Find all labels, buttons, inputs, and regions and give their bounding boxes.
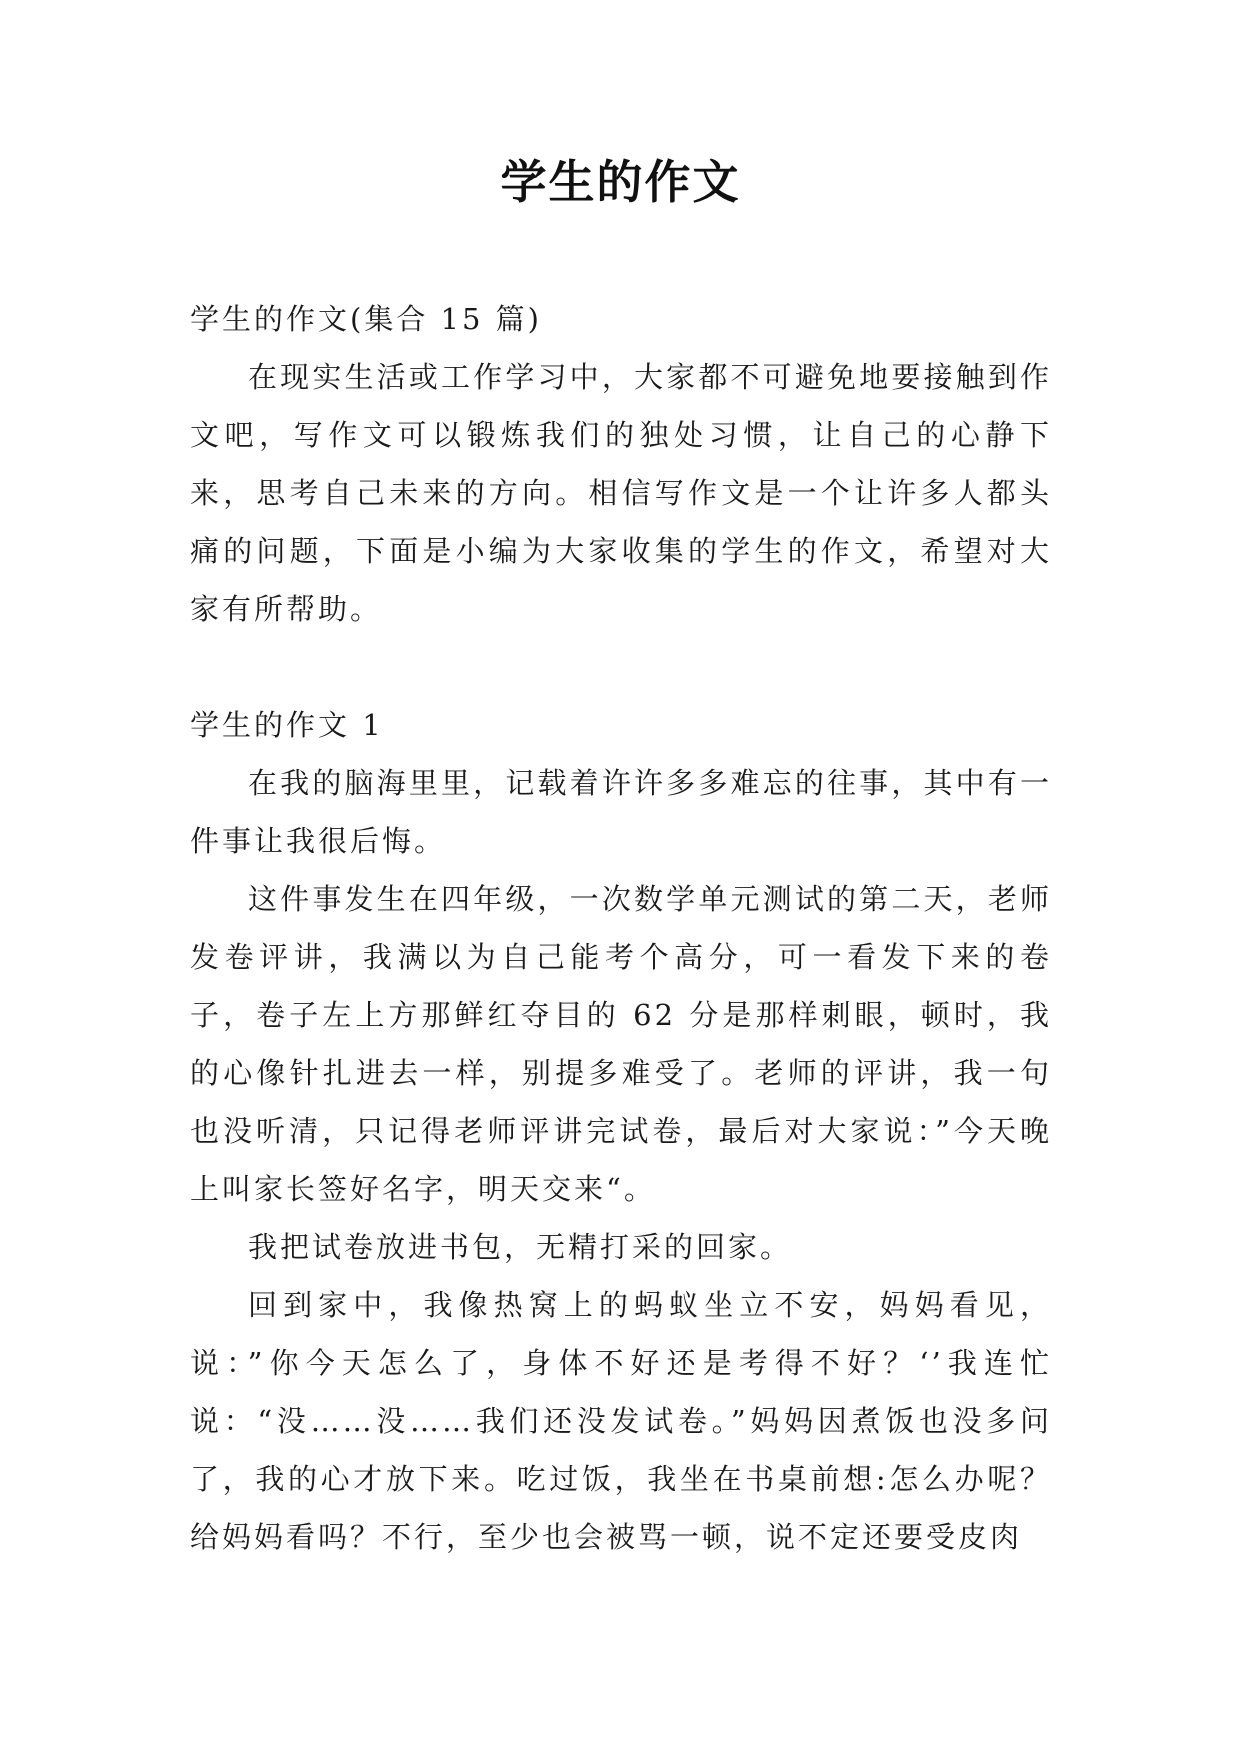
essay-1-paragraph-2: 这件事发生在四年级，一次数学单元测试的第二天，老师发卷评讲，我满以为自己能考个高分，可一看发下来的卷子，卷子左上方那鲜红夺目的 62 分是那样刺眼，顿时，我的心像针扎进去一样，别提多难受了。老师的评讲，我一句也没听清，只记得老师评讲完试卷，最后对大家说：”今天晚上叫家长签好名字，明天交来“。 bbox=[190, 882, 1052, 1206]
document-body bbox=[190, 290, 1052, 1566]
essay-1-paragraph-4: 回到家中，我像热窝上的蚂蚁坐立不安，妈妈看见，说：”你今天怎么了，身体不好还是考得不好？‘’我连忙说：“没……没……我们还没发试卷。”妈妈因煮饭也没多问了，我的心才放下来。吃过饭，我坐在书桌前想:怎么办呢？给妈妈看吗？不行，至少也会被骂一顿，说不定还要受皮肉 bbox=[190, 1288, 1052, 1554]
essay-1-paragraph-1: 在我的脑海里里，记载着许许多多难忘的往事，其中有一件事让我很后悔。 bbox=[190, 766, 1052, 858]
section-spacer bbox=[190, 638, 1052, 696]
essay-1-heading: 学生的作文 1 bbox=[190, 708, 384, 742]
essay-1-paragraph-3: 我把试卷放进书包，无精打采的回家。 bbox=[248, 1230, 793, 1264]
intro-heading: 学生的作文(集合 15 篇) bbox=[190, 302, 542, 336]
intro-paragraph: 在现实生活或工作学习中，大家都不可避免地要接触到作文吧，写作文可以锻炼我们的独处习惯，让自己的心静下来，思考自己未来的方向。相信写作文是一个让许多人都头痛的问题，下面是小编为大家收集的学生的作文，希望对大家有所帮助。 bbox=[190, 360, 1052, 626]
document-title: 学生的作文 bbox=[500, 155, 741, 209]
